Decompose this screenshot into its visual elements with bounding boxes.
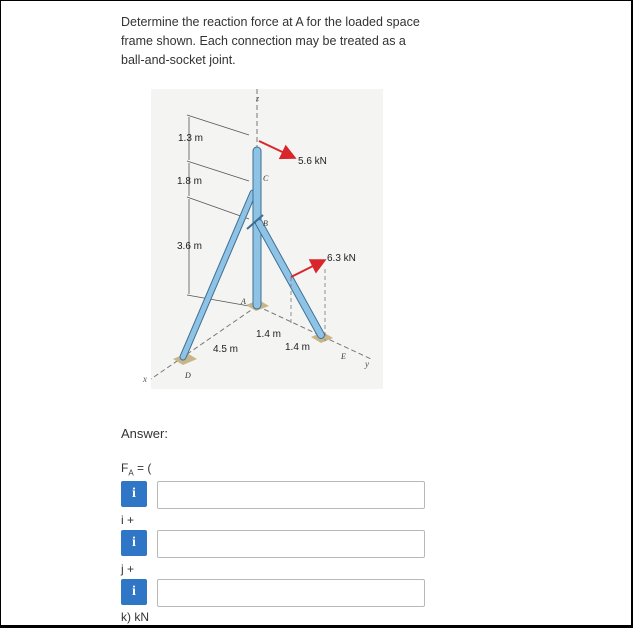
dim-label-5: 1.4 m xyxy=(256,329,282,340)
answer-input-i[interactable] xyxy=(157,481,425,509)
dim-label-4: 4.5 m xyxy=(213,344,239,355)
dim-label-1: 1.3 m xyxy=(178,133,204,144)
load-label-1: 5.6 kN xyxy=(298,156,327,167)
question-card xyxy=(1,1,631,625)
answer-label: Answer: xyxy=(121,426,168,441)
unit-vector-i-label: i + xyxy=(121,513,135,527)
point-label-a: A xyxy=(241,297,246,306)
force-a-label xyxy=(121,461,151,477)
unit-vector-k-label: k) kN xyxy=(121,610,149,624)
x-axis-label: x xyxy=(143,374,147,384)
force-a-subscript: A xyxy=(128,468,134,478)
point-label-b: B xyxy=(263,219,268,228)
answer-input-k[interactable] xyxy=(157,579,425,607)
unit-vector-j-label: j + xyxy=(121,562,135,576)
dim-label-2: 1.8 m xyxy=(177,176,203,187)
y-axis-label: y xyxy=(365,359,369,369)
question-text: Determine the reaction force at A for the loaded space frame shown. Each connection may be treated as a ball-and-socket joint. xyxy=(121,15,420,67)
info-icon[interactable]: i xyxy=(121,481,147,507)
force-a-prefix: F xyxy=(121,461,129,475)
load-label-2: 6.3 kN xyxy=(327,253,356,264)
z-axis-label: z xyxy=(256,94,260,103)
force-a-suffix: = ( xyxy=(133,461,152,475)
space-frame-figure xyxy=(1,1,631,401)
info-icon[interactable]: i xyxy=(121,579,147,605)
info-icon[interactable]: i xyxy=(121,530,147,556)
answer-input-j[interactable] xyxy=(157,530,425,558)
dim-label-3: 3.6 m xyxy=(177,241,203,252)
point-label-e: E xyxy=(341,352,346,361)
dim-label-6: 1.4 m xyxy=(285,342,311,353)
point-label-d: D xyxy=(185,371,191,380)
point-label-c: C xyxy=(263,174,269,183)
